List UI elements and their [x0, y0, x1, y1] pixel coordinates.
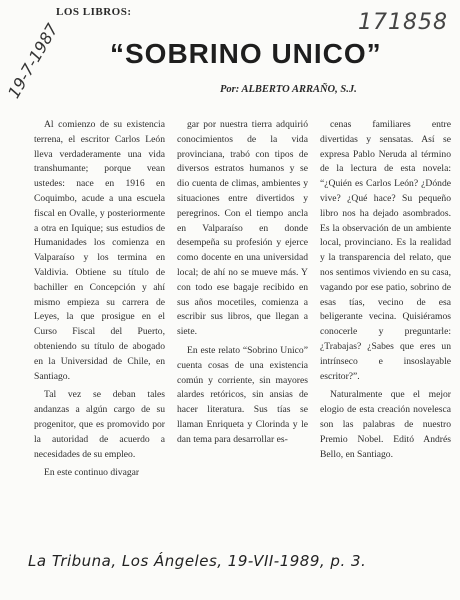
paragraph: En este continuo divagar — [44, 467, 140, 479]
column-1 — [34, 118, 165, 536]
column-2 — [177, 118, 308, 536]
paragraph: Al comienzo de su existencia terrena, el escritor Carlos León lleva verdaderamente una vida transhumante; porque vean ustedes: nace en 1916 en Coquimbo, acude a una escuela fiscal en Ovalle, y posteriormente a otra en Iquique; sus estudios de Humanidades los comienza en Valparaíso y los termina en Valdivia. Obtiene su título de bachiller en Concepción y ahí mismo empieza su carrera de Leyes, la que prosigue en el Curso Fiscal del Puerto, obteniendo su título de abogado en la Universidad de Chile, en Santiago. — [34, 119, 165, 382]
article-title: “SOBRINO UNICO” — [110, 38, 382, 69]
article-body — [34, 118, 452, 536]
section-label: LOS LIBROS: — [56, 6, 132, 18]
paragraph: cenas familiares entre divertidas y sensatas. Así se expresa Pablo Neruda al término de la lectura de esta novela: “¿Quién es Carlos León? ¿Dónde vive? ¿Qué hace? Su pequeño libro nos ha dejado asombrados. Es la observación de un ambiente local, provinciano. Es la realidad y la transparencia del relato, que nos sentimos viviendo en su casa, vagando por ese patio, sobrino de esas tías, vecino de esa beligerante vecina. Quisiéramos conocerle y preguntarle: ¿Trabajas? ¿Sabes que eres un intrínseco e insoslayable escritor?”. — [320, 119, 451, 382]
paragraph: gar por nuestra tierra adquirió conocimientos de la vida provinciana, trabó con tipos de diversos estratos humanos y se dio cuenta de climas, ambientes y situaciones entre divertidos y peregrinos. Con el tiempo ancla en Valparaíso en donde desempeña su profesión y ejerce como docente en una universidad local; de ahí no se mueve más. Y con todo ese bagaje recibido en sus años mocetiles, comienza a escribir sus libros, que llegan a siete. — [177, 119, 308, 338]
handwritten-margin-date: 19-7-1987 — [4, 20, 62, 102]
article-byline: Por: ALBERTO ARRAÑO, S.J. — [220, 84, 357, 95]
handwritten-archive-number: 171858 — [358, 10, 448, 35]
handwritten-source-note: La Tribuna, Los Ángeles, 19-VII-1989, p. 3. — [28, 552, 367, 570]
column-3 — [320, 118, 451, 536]
paragraph: Naturalmente que el mejor elogio de esta creación novelesca son las palabras de nuestro Premio Nobel. Editó Andrés Bello, en Santiago. — [320, 389, 451, 460]
paragraph: Tal vez se deban tales andanzas a algún cargo de su progenitor, que es promovido por la autoridad de acuerdo a necesidades de su empleo. — [34, 389, 165, 460]
paragraph: En este relato “Sobrino Unico” cuenta cosas de una existencia común y corriente, sin mayores alardes retóricos, sin ansias de hacer literatura. Sus tías se llaman Enriqueta y Clorinda y le dan tema para desarrollar es- — [177, 344, 308, 445]
